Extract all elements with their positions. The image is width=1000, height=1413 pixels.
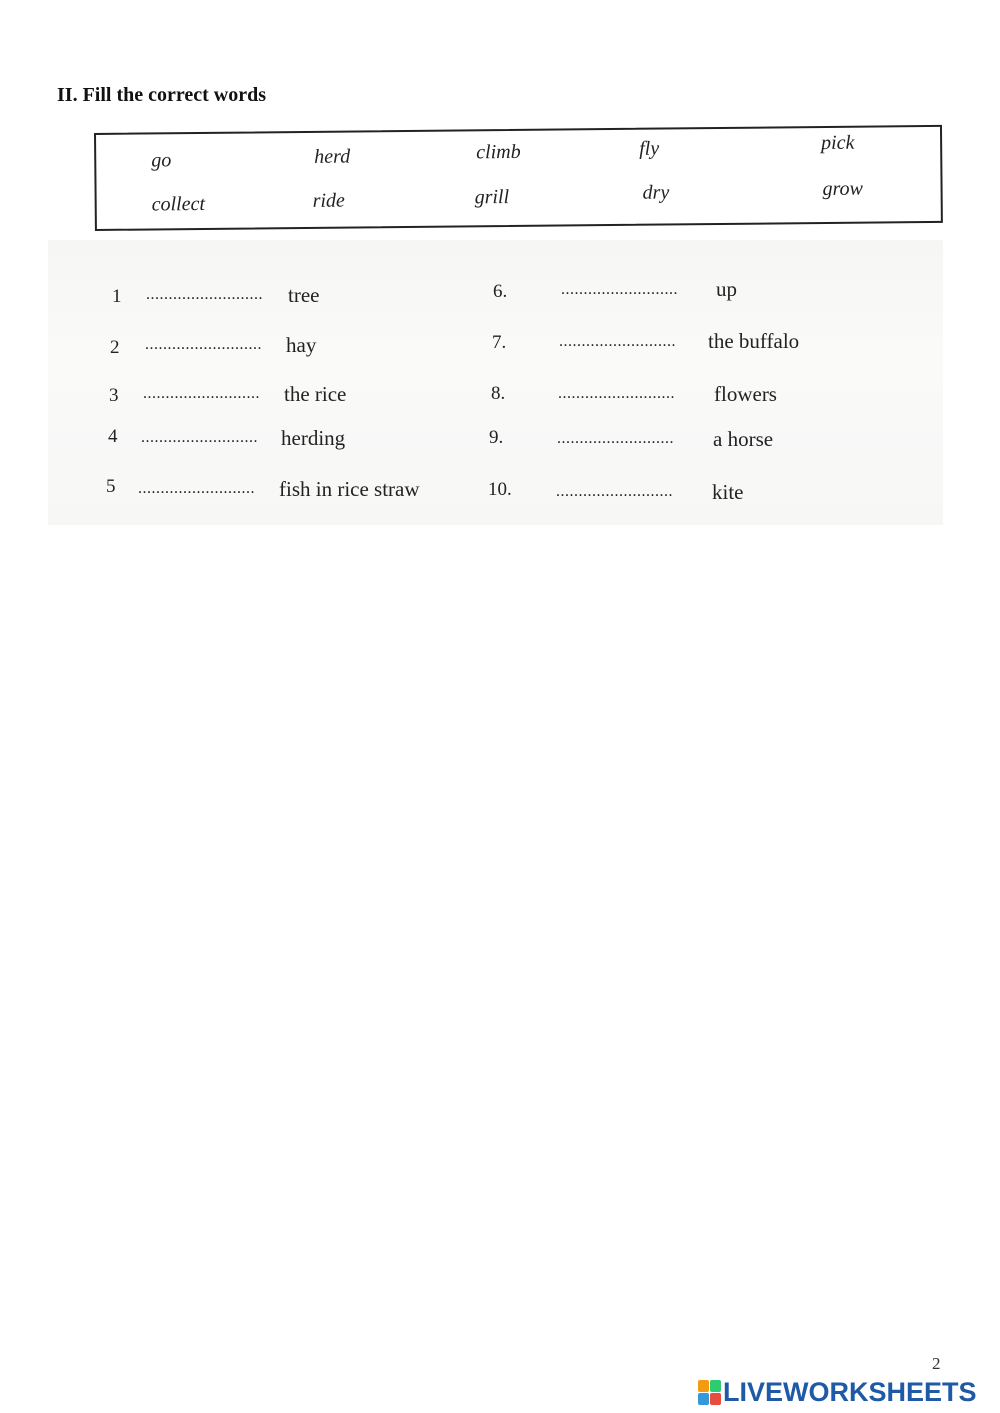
item-number: 8. [491, 383, 506, 404]
answer-blank[interactable]: .......................... [145, 336, 262, 353]
item-text: tree [288, 283, 320, 307]
word-bank-word: ride [312, 189, 345, 212]
word-bank-box [94, 125, 943, 231]
answer-blank[interactable]: .......................... [559, 333, 676, 350]
item-text: hay [286, 333, 317, 357]
item-number: 5 [106, 476, 116, 497]
page-number: 2 [932, 1354, 941, 1373]
word-bank-word: dry [642, 181, 670, 204]
item-text: flowers [714, 382, 777, 406]
item-number: 3 [109, 385, 119, 406]
item-number: 10. [488, 479, 512, 500]
item-text: a horse [713, 427, 774, 451]
answer-blank[interactable]: .......................... [556, 483, 673, 500]
item-text: fish in rice straw [279, 477, 420, 501]
answer-blank[interactable]: .......................... [561, 281, 678, 298]
item-text: the buffalo [708, 329, 800, 353]
answer-blank[interactable]: .......................... [557, 430, 674, 447]
item-text: the rice [284, 382, 347, 406]
word-bank-word: pick [821, 131, 855, 155]
word-bank-word: grill [474, 186, 510, 209]
item-number: 9. [489, 427, 504, 448]
brand-logo-icon [698, 1380, 720, 1404]
brand-logo[interactable] [698, 1377, 977, 1407]
word-bank-word: herd [314, 145, 351, 168]
item-text: kite [712, 480, 744, 504]
answer-blank[interactable]: .......................... [138, 480, 255, 497]
section-title: II. Fill the correct words [57, 84, 267, 106]
word-bank-word: go [151, 149, 172, 172]
item-text: up [716, 277, 737, 301]
answer-blank[interactable]: .......................... [146, 286, 263, 303]
brand-name: LIVEWORKSHEETS [723, 1376, 977, 1407]
item-number: 6. [493, 281, 508, 302]
item-number: 4 [108, 426, 118, 447]
answer-blank[interactable]: .......................... [143, 385, 260, 402]
item-number: 2 [110, 337, 120, 358]
item-text: herding [281, 426, 346, 450]
answer-blank[interactable]: .......................... [141, 429, 258, 446]
item-number: 1 [112, 286, 122, 307]
word-bank-word: fly [639, 137, 660, 160]
item-number: 7. [492, 332, 507, 353]
word-bank-word: collect [151, 192, 206, 216]
answer-blank[interactable]: .......................... [558, 385, 675, 402]
word-bank-word: grow [822, 177, 864, 201]
word-bank-word: climb [476, 140, 521, 164]
